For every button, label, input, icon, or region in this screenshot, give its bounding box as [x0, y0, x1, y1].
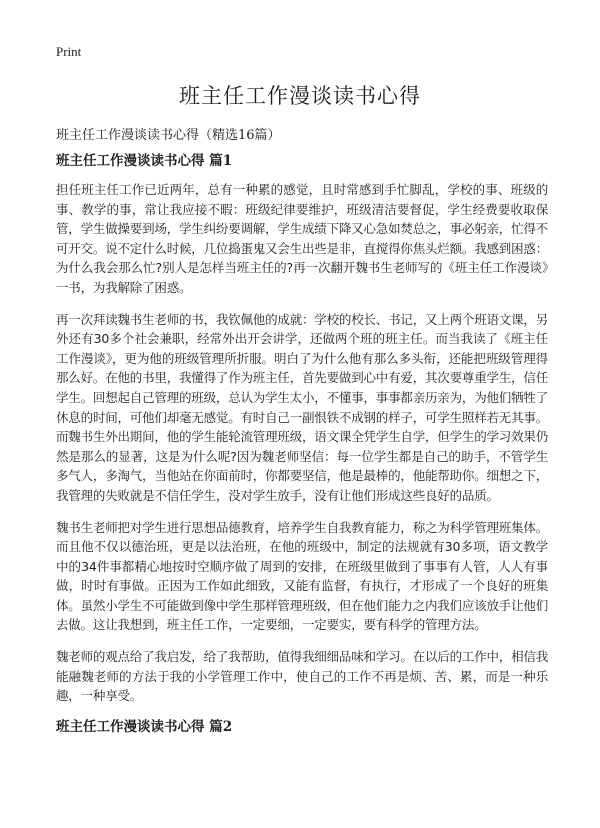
page-subtitle: 班主任工作漫谈读书心得（精选16篇） [56, 128, 281, 143]
page-title: 班主任工作漫谈读书心得 [179, 84, 421, 108]
section-heading: 班主任工作漫谈读书心得 篇1 [56, 153, 233, 169]
article-body [56, 152, 548, 746]
paragraph: 魏书生老师把对学生进行思想品德教育，培养学生自我教育能力，称之为科学管理班集体。而且他不仅以德治班，更是以法治班，在他的班级中，制定的法规就有30多项，语文教学中的34件事都精心地按时空顺序做了周到的安排，在班级里做到了事事有人管，人人有事做，时时有事做。正因为工作如此细致，又能有监督，有执行，才形成了一个良好的班集体。虽然小学生不可能做到像中学生那样管理班级，但在他们能力之内我们应该放手让他们去做。这让我想到，班主任工作，一定要细，一定要实，要有科学的管理方法。 [56, 519, 549, 633]
print-link[interactable]: Print [56, 44, 82, 59]
paragraph: 担任班主任工作已近两年，总有一种累的感觉，且时常感到手忙脚乱，学校的事、班级的事、教学的事，常让我应接不暇：班级纪律要维护，班级清洁要督促，学生经费要收取保管，学生做操要到场，学生纠纷要调解，学生成绩下降又心急如焚总之，事必躬亲，忙得不可开交。说不定什么时候，几位捣蛋鬼又会生出些是非，直搅得你焦头烂额。我感到困惑：为什么我会那么忙?别人是怎样当班主任的?再一次翻开魏书生老师写的《班主任工作漫谈》一书，为我解除了困惑。 [56, 182, 549, 295]
paragraph: 魏老师的观点给了我启发，给了我帮助，值得我细细品味和学习。在以后的工作中，相信我能融魏老师的方法于我的小学管理工作中，使自己的工作不再是烦、苦、累，而是一种乐趣，一种享受。 [56, 649, 549, 704]
section-heading: 班主任工作漫谈读书心得 篇2 [56, 718, 233, 735]
paragraph: 再一次拜读魏书生老师的书，我钦佩他的成就：学校的校长、书记，又上两个班语文课，另外还有30多个社会兼职，经常外出开会讲学，还做两个班的班主任。而当我读了《班主任工作漫谈》，更为他的班级管理所折服。明白了为什么他有那么多头衔，还能把班级管理得那么好。在他的书里，我懂得了作为班主任，首先要做到心中有爱，其次要尊重学生，信任学生。回想起自己管理的班级，总认为学生太小，不懂事，事事都亲历亲为，为他们牺牲了休息的时间，可他们却毫无感觉。有时自己一副恨铁不成钢的样子，可学生照样若无其事。而魏书生外出期间，他的学生能轮流管理班级，语文课全凭学生自学，但学生的学习效果仍然是那么的显著，这是为什么呢?因为魏老师坚信：每一位学生都是自己的助手，不管学生多气人，多淘气，当他站在你面前时，你都要坚信，他是最棒的，他能帮助你。细想之下，我管理的失败就是不信任学生，没对学生放手，没有让他们形成这些良好的品质。 [56, 311, 549, 503]
